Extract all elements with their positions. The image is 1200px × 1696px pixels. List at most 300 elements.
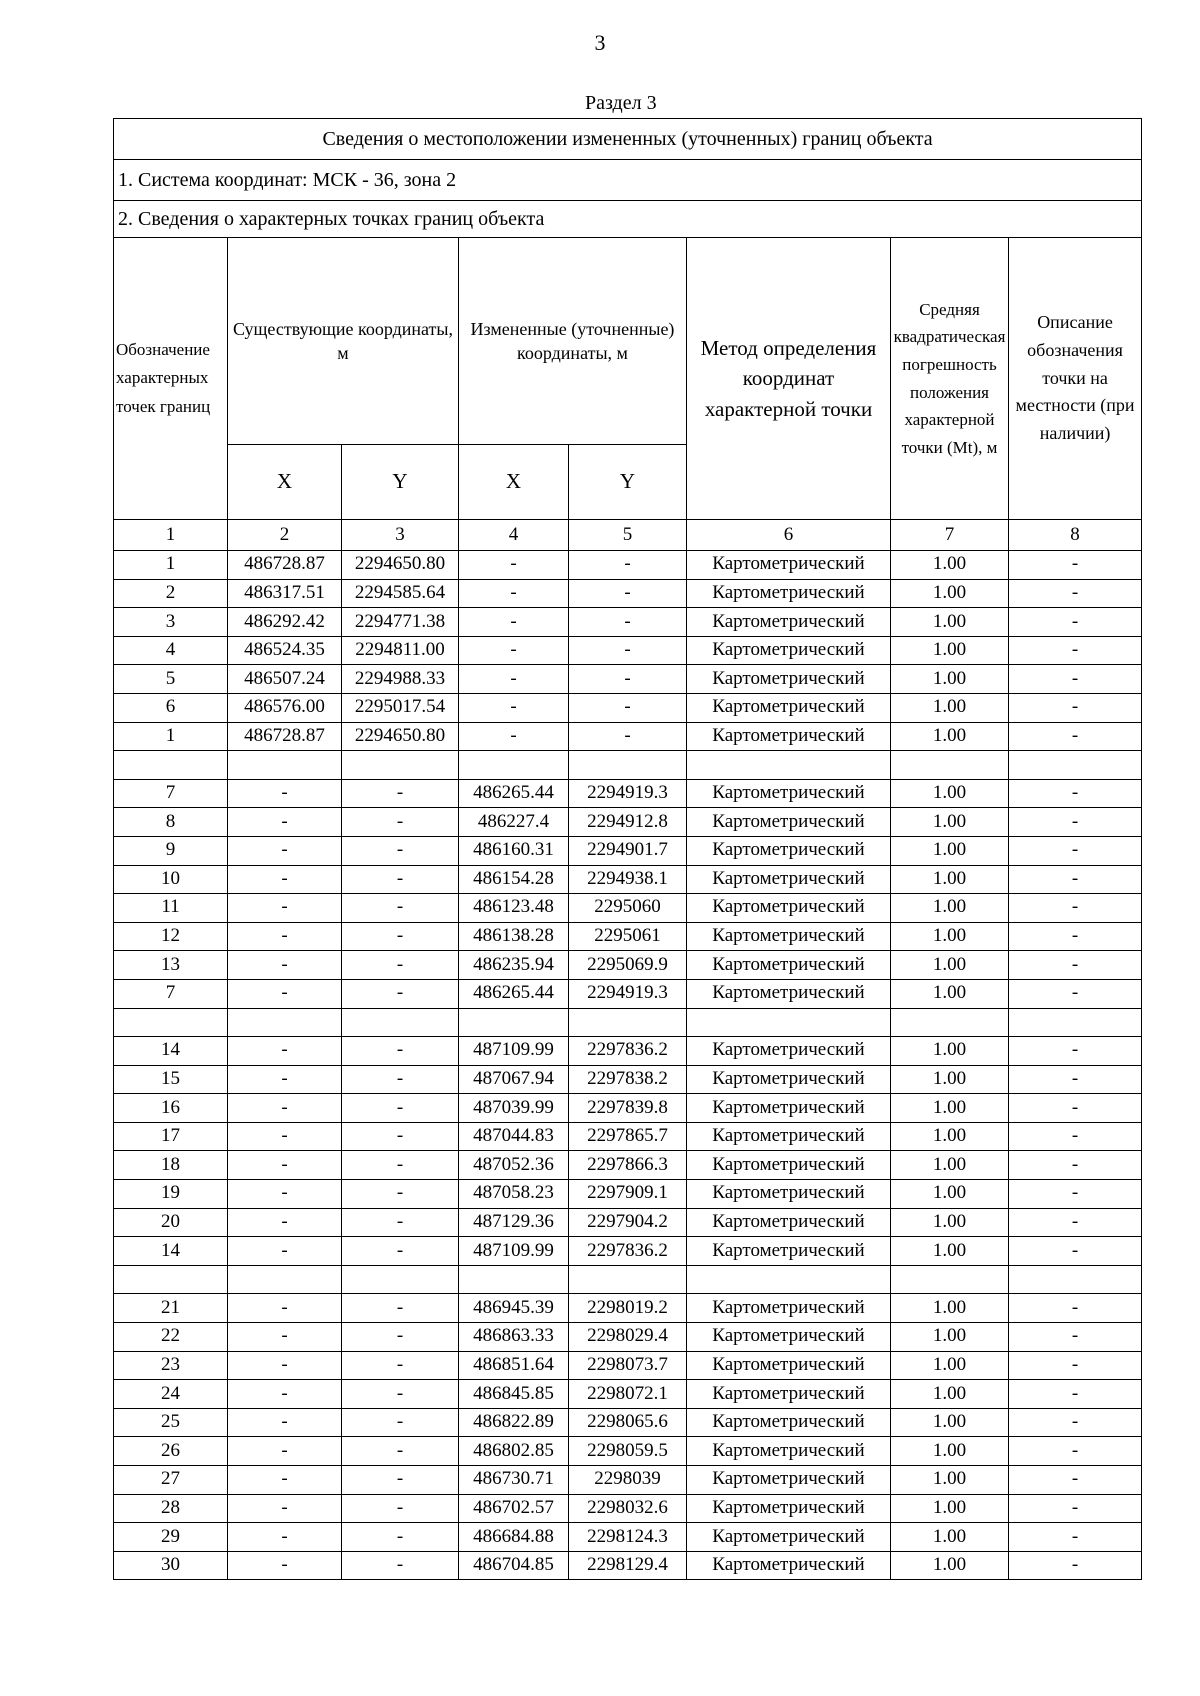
method-cell: Картометрический xyxy=(687,665,891,694)
point-id-cell xyxy=(114,751,228,780)
changed-x-cell: - xyxy=(459,579,569,608)
changed-y-cell: 2298073.7 xyxy=(569,1351,687,1380)
changed-y-cell: - xyxy=(569,665,687,694)
column-number: 1 xyxy=(114,520,228,551)
existing-y-cell: - xyxy=(342,1065,459,1094)
point-id-cell: 7 xyxy=(114,979,228,1008)
changed-y-cell: 2297836.2 xyxy=(569,1237,687,1266)
header-mean-square-error: Средняя квадратическая погрешность положения характерной точки (Mt), м xyxy=(891,238,1009,520)
point-id-cell: 5 xyxy=(114,665,228,694)
table-row xyxy=(114,922,1142,951)
existing-y-cell: - xyxy=(342,1494,459,1523)
table-row xyxy=(114,779,1142,808)
changed-y-cell: 2294938.1 xyxy=(569,865,687,894)
method-cell: Картометрический xyxy=(687,894,891,923)
method-cell: Картометрический xyxy=(687,551,891,580)
method-cell: Картометрический xyxy=(687,1037,891,1066)
existing-y-cell: - xyxy=(342,1466,459,1495)
table-row xyxy=(114,1323,1142,1352)
point-id-cell: 3 xyxy=(114,608,228,637)
point-id-cell: 15 xyxy=(114,1065,228,1094)
error-cell xyxy=(891,751,1009,780)
description-cell xyxy=(1009,1008,1142,1037)
method-cell: Картометрический xyxy=(687,1237,891,1266)
changed-x-cell: 486945.39 xyxy=(459,1294,569,1323)
existing-y-cell: - xyxy=(342,1237,459,1266)
changed-x-cell: - xyxy=(459,636,569,665)
table-row xyxy=(114,1437,1142,1466)
changed-x-cell: 486235.94 xyxy=(459,951,569,980)
description-cell: - xyxy=(1009,894,1142,923)
table-row xyxy=(114,1237,1142,1266)
separator-row xyxy=(114,1265,1142,1294)
method-cell: Картометрический xyxy=(687,1380,891,1409)
changed-x-cell xyxy=(459,1265,569,1294)
table-row xyxy=(114,1408,1142,1437)
point-id-cell: 1 xyxy=(114,551,228,580)
error-cell: 1.00 xyxy=(891,1380,1009,1409)
changed-y-cell: 2297838.2 xyxy=(569,1065,687,1094)
changed-x-cell xyxy=(459,751,569,780)
point-id-cell: 6 xyxy=(114,693,228,722)
table-row xyxy=(114,1466,1142,1495)
changed-y-cell: 2298059.5 xyxy=(569,1437,687,1466)
changed-y-cell: - xyxy=(569,551,687,580)
changed-y-cell: 2297904.2 xyxy=(569,1208,687,1237)
separator-row xyxy=(114,1008,1142,1037)
existing-x-cell: - xyxy=(228,979,342,1008)
table-row xyxy=(114,693,1142,722)
description-cell: - xyxy=(1009,665,1142,694)
table-row xyxy=(114,1294,1142,1323)
error-cell: 1.00 xyxy=(891,665,1009,694)
description-cell: - xyxy=(1009,1237,1142,1266)
table-row xyxy=(114,951,1142,980)
existing-y-cell: - xyxy=(342,1151,459,1180)
existing-x-cell: - xyxy=(228,1208,342,1237)
page-number: 3 xyxy=(594,30,606,55)
error-cell: 1.00 xyxy=(891,1551,1009,1580)
description-cell: - xyxy=(1009,1494,1142,1523)
error-cell: 1.00 xyxy=(891,1122,1009,1151)
changed-y-cell: 2298129.4 xyxy=(569,1551,687,1580)
coordinates-table xyxy=(113,118,1142,1580)
existing-y-cell xyxy=(342,1008,459,1037)
error-cell: 1.00 xyxy=(891,779,1009,808)
existing-x-cell: - xyxy=(228,1094,342,1123)
method-cell: Картометрический xyxy=(687,836,891,865)
table-row xyxy=(114,979,1142,1008)
changed-y-cell: 2298065.6 xyxy=(569,1408,687,1437)
description-cell: - xyxy=(1009,979,1142,1008)
description-cell: - xyxy=(1009,579,1142,608)
description-cell xyxy=(1009,751,1142,780)
section-label: Раздел 3 xyxy=(585,92,657,114)
changed-y-cell: - xyxy=(569,608,687,637)
table-row xyxy=(114,836,1142,865)
existing-x-cell: - xyxy=(228,1180,342,1209)
error-cell: 1.00 xyxy=(891,608,1009,637)
existing-y-cell: - xyxy=(342,1380,459,1409)
header-description: Описание обозначения точки на местности (при наличии) xyxy=(1009,238,1142,520)
table-row xyxy=(114,579,1142,608)
table-row xyxy=(114,1351,1142,1380)
description-cell: - xyxy=(1009,636,1142,665)
changed-y-cell: - xyxy=(569,579,687,608)
changed-y-cell: 2298029.4 xyxy=(569,1323,687,1352)
existing-x-cell: - xyxy=(228,1151,342,1180)
error-cell: 1.00 xyxy=(891,865,1009,894)
changed-x-cell: 486851.64 xyxy=(459,1351,569,1380)
existing-x-cell: - xyxy=(228,1408,342,1437)
existing-x-cell: 486524.35 xyxy=(228,636,342,665)
point-id-cell: 1 xyxy=(114,722,228,751)
table-row xyxy=(114,636,1142,665)
table-row xyxy=(114,1208,1142,1237)
changed-x-cell: 486160.31 xyxy=(459,836,569,865)
method-cell: Картометрический xyxy=(687,1122,891,1151)
changed-y-cell: - xyxy=(569,636,687,665)
method-cell: Картометрический xyxy=(687,1151,891,1180)
point-id-cell: 30 xyxy=(114,1551,228,1580)
existing-y-cell: 2294650.80 xyxy=(342,722,459,751)
method-cell: Картометрический xyxy=(687,1094,891,1123)
existing-y-cell: - xyxy=(342,1551,459,1580)
existing-y-cell: - xyxy=(342,951,459,980)
existing-x-cell: 486728.87 xyxy=(228,551,342,580)
existing-y-cell: - xyxy=(342,1094,459,1123)
table-row xyxy=(114,1151,1142,1180)
table-row xyxy=(114,1523,1142,1552)
point-id-cell: 4 xyxy=(114,636,228,665)
existing-y-cell: 2294771.38 xyxy=(342,608,459,637)
changed-x-cell: 486265.44 xyxy=(459,779,569,808)
method-cell: Картометрический xyxy=(687,922,891,951)
method-cell: Картометрический xyxy=(687,1466,891,1495)
point-id-cell: 16 xyxy=(114,1094,228,1123)
table-row xyxy=(114,1551,1142,1580)
changed-y-cell: 2298072.1 xyxy=(569,1380,687,1409)
description-cell: - xyxy=(1009,1437,1142,1466)
error-cell: 1.00 xyxy=(891,1208,1009,1237)
description-cell: - xyxy=(1009,922,1142,951)
changed-x-cell: 486154.28 xyxy=(459,865,569,894)
existing-x-cell xyxy=(228,1265,342,1294)
changed-y-cell: 2294901.7 xyxy=(569,836,687,865)
table-row xyxy=(114,1494,1142,1523)
description-cell: - xyxy=(1009,551,1142,580)
existing-x-cell: - xyxy=(228,1351,342,1380)
existing-x-cell: - xyxy=(228,1065,342,1094)
method-cell: Картометрический xyxy=(687,1494,891,1523)
changed-y-cell: - xyxy=(569,693,687,722)
existing-y-cell: 2294650.80 xyxy=(342,551,459,580)
method-cell: Картометрический xyxy=(687,608,891,637)
point-id-cell: 12 xyxy=(114,922,228,951)
point-id-cell: 23 xyxy=(114,1351,228,1380)
changed-y-cell: 2295069.9 xyxy=(569,951,687,980)
error-cell: 1.00 xyxy=(891,922,1009,951)
table-row xyxy=(114,608,1142,637)
existing-y-cell: - xyxy=(342,865,459,894)
error-cell: 1.00 xyxy=(891,979,1009,1008)
existing-y-cell: - xyxy=(342,1180,459,1209)
point-id-cell: 27 xyxy=(114,1466,228,1495)
error-cell: 1.00 xyxy=(891,1180,1009,1209)
method-cell xyxy=(687,1008,891,1037)
column-numbers-row xyxy=(114,520,1142,551)
existing-y-cell: - xyxy=(342,979,459,1008)
method-cell: Картометрический xyxy=(687,1323,891,1352)
existing-x-cell: - xyxy=(228,1294,342,1323)
point-id-cell: 28 xyxy=(114,1494,228,1523)
description-cell: - xyxy=(1009,1551,1142,1580)
point-id-cell: 2 xyxy=(114,579,228,608)
existing-y-cell: - xyxy=(342,808,459,837)
changed-x-cell: 487039.99 xyxy=(459,1094,569,1123)
table-row xyxy=(114,1037,1142,1066)
changed-y-cell: 2294919.3 xyxy=(569,779,687,808)
point-id-cell xyxy=(114,1265,228,1294)
error-cell: 1.00 xyxy=(891,1523,1009,1552)
changed-y-cell: 2294912.8 xyxy=(569,808,687,837)
table-row xyxy=(114,1094,1142,1123)
table-row xyxy=(114,1122,1142,1151)
error-cell: 1.00 xyxy=(891,1094,1009,1123)
point-id-cell xyxy=(114,1008,228,1037)
table-row xyxy=(114,865,1142,894)
changed-y-cell: - xyxy=(569,722,687,751)
error-cell: 1.00 xyxy=(891,894,1009,923)
point-id-cell: 25 xyxy=(114,1408,228,1437)
existing-x-cell: - xyxy=(228,808,342,837)
existing-y-cell xyxy=(342,751,459,780)
header-method: Метод определения координат характерной точки xyxy=(687,238,891,520)
changed-x-cell: 486123.48 xyxy=(459,894,569,923)
method-cell: Картометрический xyxy=(687,1523,891,1552)
method-cell: Картометрический xyxy=(687,579,891,608)
error-cell: 1.00 xyxy=(891,1323,1009,1352)
changed-x-cell: 487058.23 xyxy=(459,1180,569,1209)
changed-x-cell: 487044.83 xyxy=(459,1122,569,1151)
existing-x-cell: - xyxy=(228,865,342,894)
error-cell: 1.00 xyxy=(891,551,1009,580)
existing-y-cell: - xyxy=(342,1408,459,1437)
error-cell: 1.00 xyxy=(891,1294,1009,1323)
description-cell: - xyxy=(1009,1122,1142,1151)
description-cell: - xyxy=(1009,1065,1142,1094)
changed-y-cell: 2297839.8 xyxy=(569,1094,687,1123)
error-cell: 1.00 xyxy=(891,1065,1009,1094)
changed-x-cell: 486802.85 xyxy=(459,1437,569,1466)
point-id-cell: 18 xyxy=(114,1151,228,1180)
header-existing-coordinates: Существующие координаты, м xyxy=(228,238,459,445)
point-id-cell: 26 xyxy=(114,1437,228,1466)
existing-y-cell: - xyxy=(342,836,459,865)
existing-x-cell: 486576.00 xyxy=(228,693,342,722)
changed-x-cell: 486684.88 xyxy=(459,1523,569,1552)
existing-y-cell: - xyxy=(342,894,459,923)
existing-y-cell: - xyxy=(342,779,459,808)
description-cell: - xyxy=(1009,1351,1142,1380)
point-id-cell: 10 xyxy=(114,865,228,894)
method-cell xyxy=(687,1265,891,1294)
point-id-cell: 22 xyxy=(114,1323,228,1352)
existing-x-cell: - xyxy=(228,1437,342,1466)
changed-y-cell xyxy=(569,751,687,780)
description-cell: - xyxy=(1009,1323,1142,1352)
column-number: 5 xyxy=(569,520,687,551)
changed-x-cell: 486730.71 xyxy=(459,1466,569,1495)
header-changed-x: X xyxy=(459,445,569,520)
table-row xyxy=(114,808,1142,837)
changed-x-cell: 486822.89 xyxy=(459,1408,569,1437)
column-number: 4 xyxy=(459,520,569,551)
table-row xyxy=(114,1380,1142,1409)
table-row xyxy=(114,1180,1142,1209)
changed-y-cell: 2297836.2 xyxy=(569,1037,687,1066)
coordinate-system: 1. Система координат: МСК - 36, зона 2 xyxy=(114,160,1142,201)
method-cell: Картометрический xyxy=(687,636,891,665)
changed-x-cell: 486138.28 xyxy=(459,922,569,951)
existing-y-cell: - xyxy=(342,1294,459,1323)
error-cell: 1.00 xyxy=(891,1351,1009,1380)
point-id-cell: 13 xyxy=(114,951,228,980)
table-row xyxy=(114,551,1142,580)
method-cell: Картометрический xyxy=(687,1208,891,1237)
error-cell xyxy=(891,1008,1009,1037)
existing-x-cell: 486728.87 xyxy=(228,722,342,751)
method-cell: Картометрический xyxy=(687,951,891,980)
existing-x-cell: - xyxy=(228,779,342,808)
changed-x-cell: - xyxy=(459,551,569,580)
changed-y-cell: 2298039 xyxy=(569,1466,687,1495)
method-cell: Картометрический xyxy=(687,1351,891,1380)
existing-x-cell: - xyxy=(228,951,342,980)
existing-y-cell: - xyxy=(342,1122,459,1151)
point-id-cell: 21 xyxy=(114,1294,228,1323)
header-point-designation: Обозначение характерных точек границ xyxy=(114,238,228,520)
column-number: 2 xyxy=(228,520,342,551)
error-cell: 1.00 xyxy=(891,1408,1009,1437)
existing-x-cell: - xyxy=(228,1494,342,1523)
changed-y-cell: 2294919.3 xyxy=(569,979,687,1008)
existing-x-cell: - xyxy=(228,836,342,865)
method-cell: Картометрический xyxy=(687,693,891,722)
header-existing-x: X xyxy=(228,445,342,520)
point-id-cell: 11 xyxy=(114,894,228,923)
method-cell: Картометрический xyxy=(687,1065,891,1094)
point-id-cell: 9 xyxy=(114,836,228,865)
description-cell: - xyxy=(1009,1037,1142,1066)
changed-x-cell: 486704.85 xyxy=(459,1551,569,1580)
header-changed-coordinates: Измененные (уточненные) координаты, м xyxy=(459,238,687,445)
method-cell: Картометрический xyxy=(687,1408,891,1437)
point-id-cell: 24 xyxy=(114,1380,228,1409)
changed-y-cell: 2297866.3 xyxy=(569,1151,687,1180)
existing-x-cell: - xyxy=(228,1466,342,1495)
changed-x-cell: 487109.99 xyxy=(459,1237,569,1266)
changed-y-cell: 2297909.1 xyxy=(569,1180,687,1209)
table-row xyxy=(114,722,1142,751)
existing-y-cell: 2295017.54 xyxy=(342,693,459,722)
point-id-cell: 19 xyxy=(114,1180,228,1209)
changed-x-cell: - xyxy=(459,693,569,722)
points-heading: 2. Сведения о характерных точках границ объекта xyxy=(114,201,1142,238)
changed-y-cell: 2298019.2 xyxy=(569,1294,687,1323)
description-cell: - xyxy=(1009,1180,1142,1209)
existing-y-cell: 2294585.64 xyxy=(342,579,459,608)
point-id-cell: 14 xyxy=(114,1237,228,1266)
table-row xyxy=(114,665,1142,694)
existing-x-cell xyxy=(228,1008,342,1037)
method-cell: Картометрический xyxy=(687,979,891,1008)
description-cell: - xyxy=(1009,1208,1142,1237)
changed-x-cell: - xyxy=(459,722,569,751)
existing-x-cell: - xyxy=(228,1122,342,1151)
existing-x-cell: 486317.51 xyxy=(228,579,342,608)
changed-x-cell: 486265.44 xyxy=(459,979,569,1008)
method-cell: Картометрический xyxy=(687,722,891,751)
point-id-cell: 17 xyxy=(114,1122,228,1151)
method-cell: Картометрический xyxy=(687,1294,891,1323)
existing-y-cell: - xyxy=(342,1323,459,1352)
description-cell: - xyxy=(1009,608,1142,637)
changed-x-cell: - xyxy=(459,665,569,694)
column-number: 6 xyxy=(687,520,891,551)
existing-y-cell: - xyxy=(342,922,459,951)
changed-x-cell: 486845.85 xyxy=(459,1380,569,1409)
existing-y-cell: - xyxy=(342,1037,459,1066)
method-cell: Картометрический xyxy=(687,808,891,837)
changed-x-cell: 486863.33 xyxy=(459,1323,569,1352)
method-cell: Картометрический xyxy=(687,1551,891,1580)
method-cell: Картометрический xyxy=(687,779,891,808)
error-cell: 1.00 xyxy=(891,836,1009,865)
error-cell: 1.00 xyxy=(891,693,1009,722)
existing-x-cell xyxy=(228,751,342,780)
description-cell: - xyxy=(1009,1094,1142,1123)
description-cell: - xyxy=(1009,865,1142,894)
changed-x-cell: 487067.94 xyxy=(459,1065,569,1094)
changed-x-cell: 487109.99 xyxy=(459,1037,569,1066)
error-cell: 1.00 xyxy=(891,808,1009,837)
changed-x-cell: 487129.36 xyxy=(459,1208,569,1237)
existing-x-cell: 486507.24 xyxy=(228,665,342,694)
changed-y-cell xyxy=(569,1265,687,1294)
changed-y-cell: 2295061 xyxy=(569,922,687,951)
description-cell xyxy=(1009,1265,1142,1294)
existing-y-cell xyxy=(342,1265,459,1294)
description-cell: - xyxy=(1009,1523,1142,1552)
separator-row xyxy=(114,751,1142,780)
description-cell: - xyxy=(1009,779,1142,808)
existing-x-cell: - xyxy=(228,922,342,951)
error-cell xyxy=(891,1265,1009,1294)
description-cell: - xyxy=(1009,1466,1142,1495)
table-row xyxy=(114,1065,1142,1094)
error-cell: 1.00 xyxy=(891,1037,1009,1066)
table-row xyxy=(114,894,1142,923)
description-cell: - xyxy=(1009,1380,1142,1409)
description-cell: - xyxy=(1009,836,1142,865)
point-id-cell: 29 xyxy=(114,1523,228,1552)
description-cell: - xyxy=(1009,1294,1142,1323)
existing-x-cell: - xyxy=(228,1037,342,1066)
changed-x-cell: 486227.4 xyxy=(459,808,569,837)
error-cell: 1.00 xyxy=(891,579,1009,608)
existing-y-cell: - xyxy=(342,1437,459,1466)
